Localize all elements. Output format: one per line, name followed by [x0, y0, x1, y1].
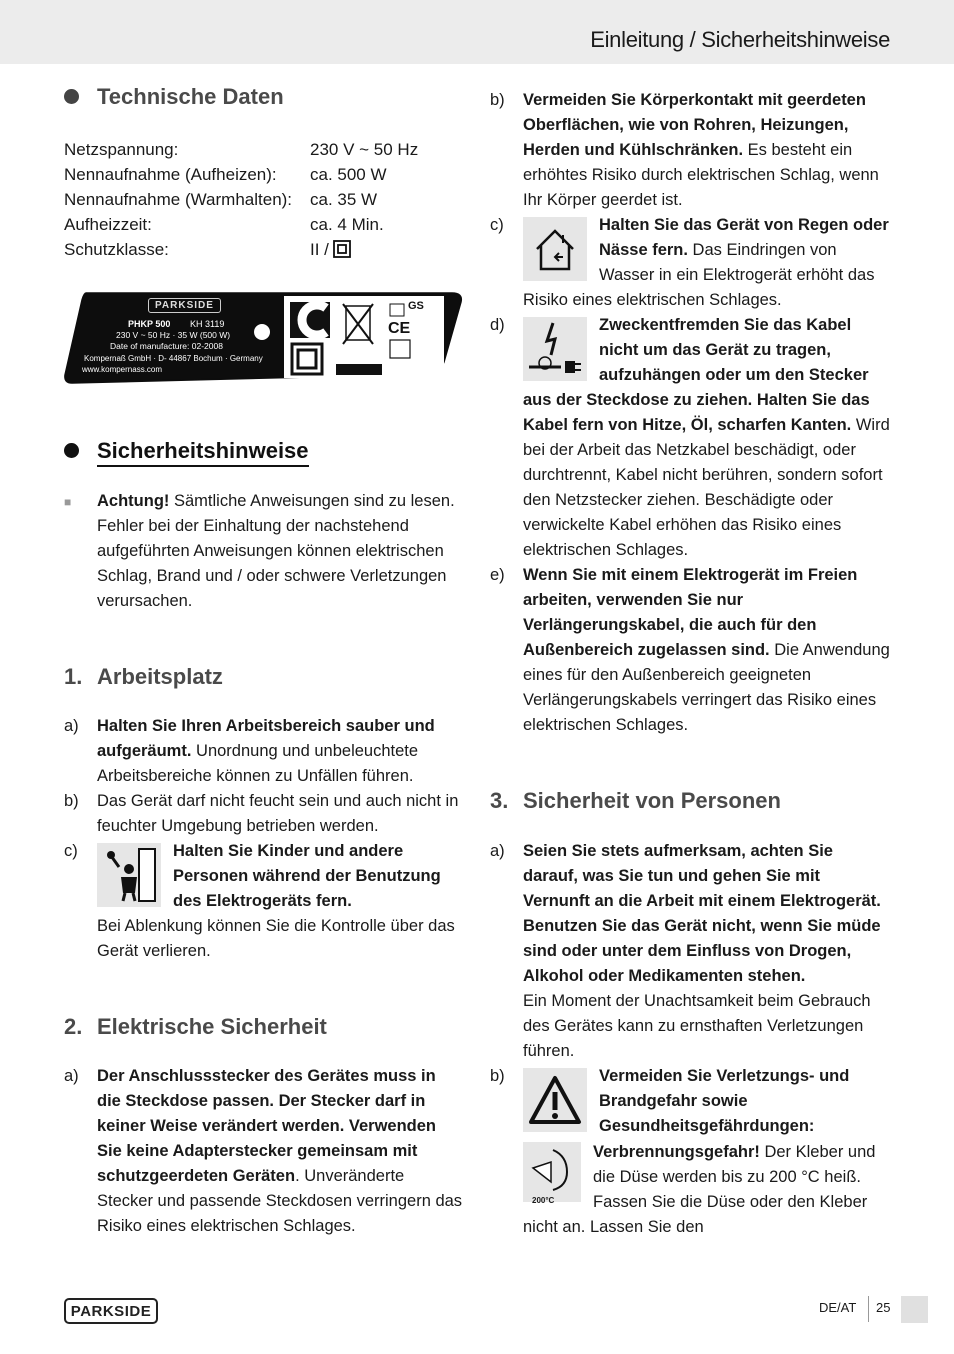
list-item: e) Wenn Sie mit einem Elektrogerät im Freien arbeiten, verwenden Sie nur Verlängerungskabel, die auch für den Außenbereich zugelassen sind. Die Anwendung eines für den Außenbereich geeigneten Verlängerungskabels verringert das Risiko eines elektrischen Schlages.: [490, 566, 890, 734]
rating-brand-logo: PARKSIDE: [148, 298, 221, 313]
warning-triangle-icon: [523, 1068, 587, 1132]
list-item: d) Zweckentfremden Sie das Kabel nicht um das Gerät zu tragen, aufzuhängen oder um den Stecker aus der Steckdose zu ziehen. Halten Sie das Kabel fern von Hitze, Öl, scharfen Kanten. Wird bei der Arbeit das Netzkabel beschädigt, oder durchtrennt, Kabel nicht berühren, sondern sofort den Netzstecker ziehen. Beschädigte oder verwickelte Kabel erhöhen das Risiko eines elektrischen Schlages.: [490, 316, 890, 559]
temperature-label: 200°C: [532, 1196, 555, 1205]
rating-plate: [64, 292, 464, 384]
list-item: b) Vermeiden Sie Körperkontakt mit geerdeten Oberflächen, wie von Rohren, Heizungen, Herden und Kühlschränken. Es besteht ein erhöhtes Risiko durch elektrischen Schlag, wenn Ihr Körper geerdet ist.: [490, 91, 879, 209]
technical-table: [64, 137, 464, 262]
list-item: c) Halten Sie das Gerät von Regen oder Nässe fern. Das Eindringen von Wasser in ein Elektrogerät erhöht das Risiko eines elektrischen Schlages.: [490, 216, 889, 309]
bullet-icon: [64, 443, 79, 458]
rating-website: www.kompernass.com: [82, 365, 163, 374]
house-rain-icon: [523, 217, 587, 281]
section-heading-technical: Technische Daten: [64, 80, 464, 120]
cable-damage-icon: [523, 317, 587, 381]
safety-intro: ■ Achtung! Sämtliche Anweisungen sind zu lesen. Fehler bei der Einhaltung der nachstehend aufgeführten Anweisungen können elektrischen Schlag, Brand und / oder schwere Verletzungen verursachen.: [64, 492, 455, 610]
rating-model: PHKP 500: [128, 319, 171, 329]
list-item: a) Der Anschlussstecker des Gerätes muss in die Steckdose passen. Der Stecker darf in keiner Weise verändert werden. Verwenden Sie keine Adapterstecker gemeinsam mit schutzgeerdeten Geräten. Unveränderte Stecker und passende Steckdosen verringern das Risiko eines elektrischen Schlages.: [64, 1067, 463, 1235]
section-heading-safety: Sicherheitshinweise: [64, 434, 464, 470]
section-heading-1: 1. Arbeitsplatz: [64, 664, 223, 689]
rating-specs: 230 V ~ 50 Hz · 35 W (500 W): [116, 330, 231, 340]
rating-company: Kompernaß GmbH · D- 44867 Bochum · Germany: [84, 354, 263, 363]
table-row: Schutzklasse: II /: [64, 237, 464, 262]
square-bullet-icon: ■: [64, 495, 72, 509]
list-item: a) Halten Sie Ihren Arbeitsbereich sauber und aufgeräumt. Unordnung und unbeleuchtete Arbeitsbereiche können zu Unfällen führen.: [64, 717, 435, 785]
table-row: Aufheizzeit: ca. 4 Min.: [64, 215, 384, 234]
gs-mark: GS: [408, 300, 424, 312]
footer-tab: [901, 1296, 928, 1323]
hot-nozzle-icon: [523, 1142, 581, 1205]
bullet-icon: [64, 89, 79, 104]
section-heading-3: 3. Sicherheit von Personen: [490, 788, 781, 813]
footer-divider: [868, 1296, 869, 1322]
protection-class-icon: [333, 240, 351, 258]
rating-date: Date of manufacture: 02-2008: [110, 341, 223, 351]
left-column: [64, 80, 464, 1235]
language-code: DE/AT: [819, 1300, 857, 1315]
list-item: b) Vermeiden Sie Verletzungs- und Brandgefahr sowie Gesundheitsgefährdungen: 200°C Verbrennungsgefahr! Der Kleber und die Düse werden bis zu 200 °C heiß. Fassen Sie die Düse oder den Kleber nicht an. Lassen Sie den: [490, 1067, 876, 1236]
table-row: Nennaufnahme (Aufheizen): ca. 500 W: [64, 165, 387, 184]
table-row: Netzspannung: 230 V ~ 50 Hz: [64, 140, 419, 159]
ce-mark: CE: [388, 320, 411, 337]
children-away-icon: [97, 843, 161, 907]
list-item: b) Das Gerät darf nicht feucht sein und auch nicht in feuchter Umgebung betrieben werden.: [64, 792, 459, 835]
page-title: Einleitung / Sicherheitshinweise: [590, 27, 890, 52]
table-row: Nennaufnahme (Warmhalten): ca. 35 W: [64, 190, 378, 209]
header-bar: [0, 0, 954, 64]
list-item: c) Halten Sie Kinder und andere Personen während der Benutzung des Elektrogeräts fern. Bei Ablenkung können Sie die Kontrolle über das Gerät verlieren.: [64, 842, 455, 960]
page-number: 25: [876, 1300, 891, 1315]
rating-code: KH 3119: [190, 319, 225, 329]
list-item: a) Seien Sie stets aufmerksam, achten Sie darauf, was Sie tun und gehen Sie mit Vernunft an die Arbeit mit einem Elektrogerät. Benutzen Sie das Gerät nicht, wenn Sie müde sind oder unter dem Einfluss von Drogen, Alkohol oder Medikamenten stehen. Ein Moment der Unachtsamkeit beim Gebrauch des Gerätes kann zu ernsthaften Verletzungen führen.: [490, 842, 881, 1060]
section-heading-2: 2. Elektrische Sicherheit: [64, 1014, 327, 1039]
parkside-logo: PARKSIDE: [64, 1298, 158, 1324]
section-1-body: [64, 714, 464, 964]
